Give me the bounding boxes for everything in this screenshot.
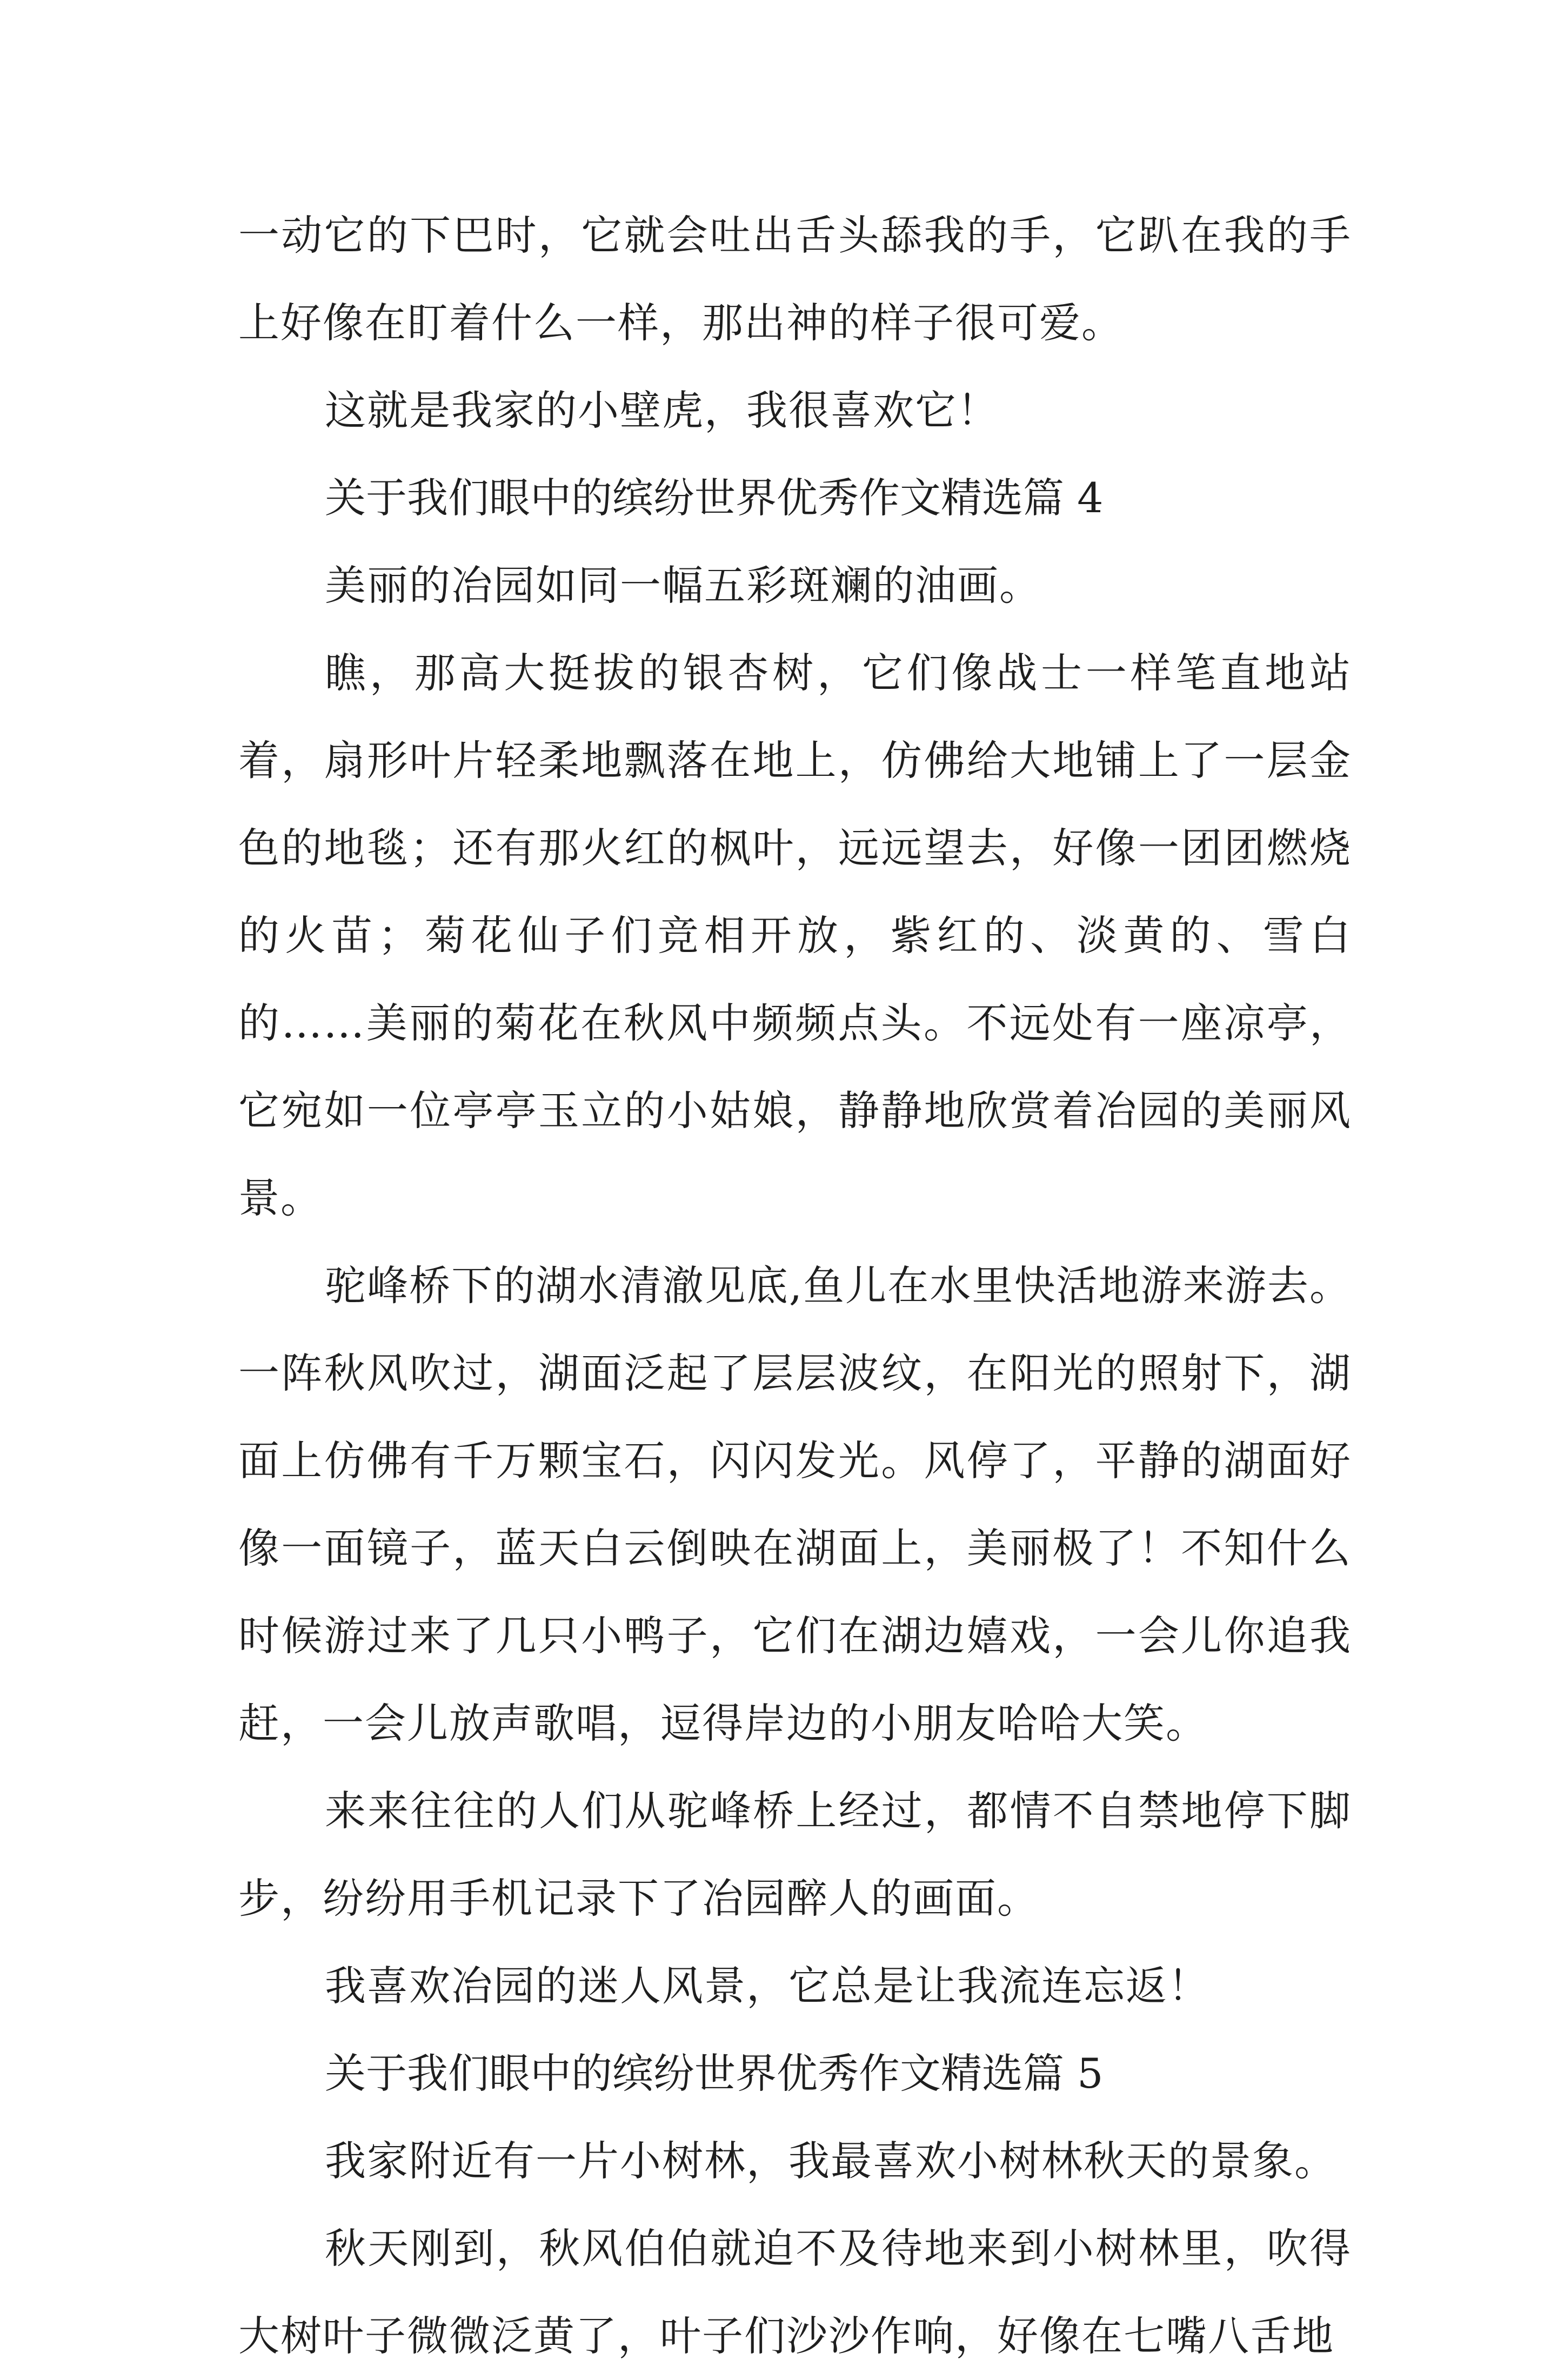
paragraph: 秋天刚到，秋风伯伯就迫不及待地来到小树林里，吹得大树叶子微微泛黄了，叶子们沙沙作响，好像在七嘴八舌地 bbox=[238, 2224, 1352, 2360]
paragraph: 来来往往的人们从驼峰桥上经过，都情不自禁地停下脚步，纷纷用手机记录下了冶园醉人的画面。 bbox=[238, 1787, 1352, 1922]
paragraph-continuation: 一动它的下巴时，它就会吐出舌头舔我的手，它趴在我的手上好像在盯着什么一样，那出神的样子很可爱。 bbox=[238, 211, 1352, 347]
paragraph: 驼峰桥下的湖水清澈见底,鱼儿在水里快活地游来游去。一阵秋风吹过，湖面泛起了层层波纹，在阳光的照射下，湖面上仿佛有千万颗宝石，闪闪发光。风停了，平静的湖面好像一面镜子，蓝天白云倒映在湖面上，美丽极了！不知什么时候游过来了几只小鸭子，它们在湖边嬉戏，一会儿你追我赶，一会儿放声歌唱，逗得岸边的小朋友哈哈大笑。 bbox=[238, 1262, 1352, 1747]
paragraph: 我喜欢冶园的迷人风景，它总是让我流连忘返！ bbox=[325, 1962, 1210, 2010]
paragraph: 美丽的冶园如同一幅五彩斑斓的油画。 bbox=[325, 561, 1041, 609]
paragraph: 我家附近有一片小树林，我最喜欢小树林秋天的景象。 bbox=[325, 2137, 1336, 2185]
document-body bbox=[238, 192, 1352, 2380]
section-heading: 关于我们眼中的缤纷世界优秀作文精选篇 5 bbox=[325, 2049, 1104, 2097]
section-heading: 关于我们眼中的缤纷世界优秀作文精选篇 4 bbox=[325, 474, 1104, 522]
paragraph: 这就是我家的小壁虎，我很喜欢它！ bbox=[325, 386, 999, 434]
paragraph: 瞧，那高大挺拔的银杏树，它们像战士一样笔直地站着，扇形叶片轻柔地飘落在地上，仿佛给大地铺上了一层金色的地毯；还有那火红的枫叶，远远望去，好像一团团燃烧的火苗；菊花仙子们竞相开放，紫红的、淡黄的、雪白的……美丽的菊花在秋风中频频点头。不远处有一座凉亭，它宛如一位亭亭玉立的小姑娘，静静地欣赏着冶园的美丽风景。 bbox=[238, 649, 1352, 1222]
